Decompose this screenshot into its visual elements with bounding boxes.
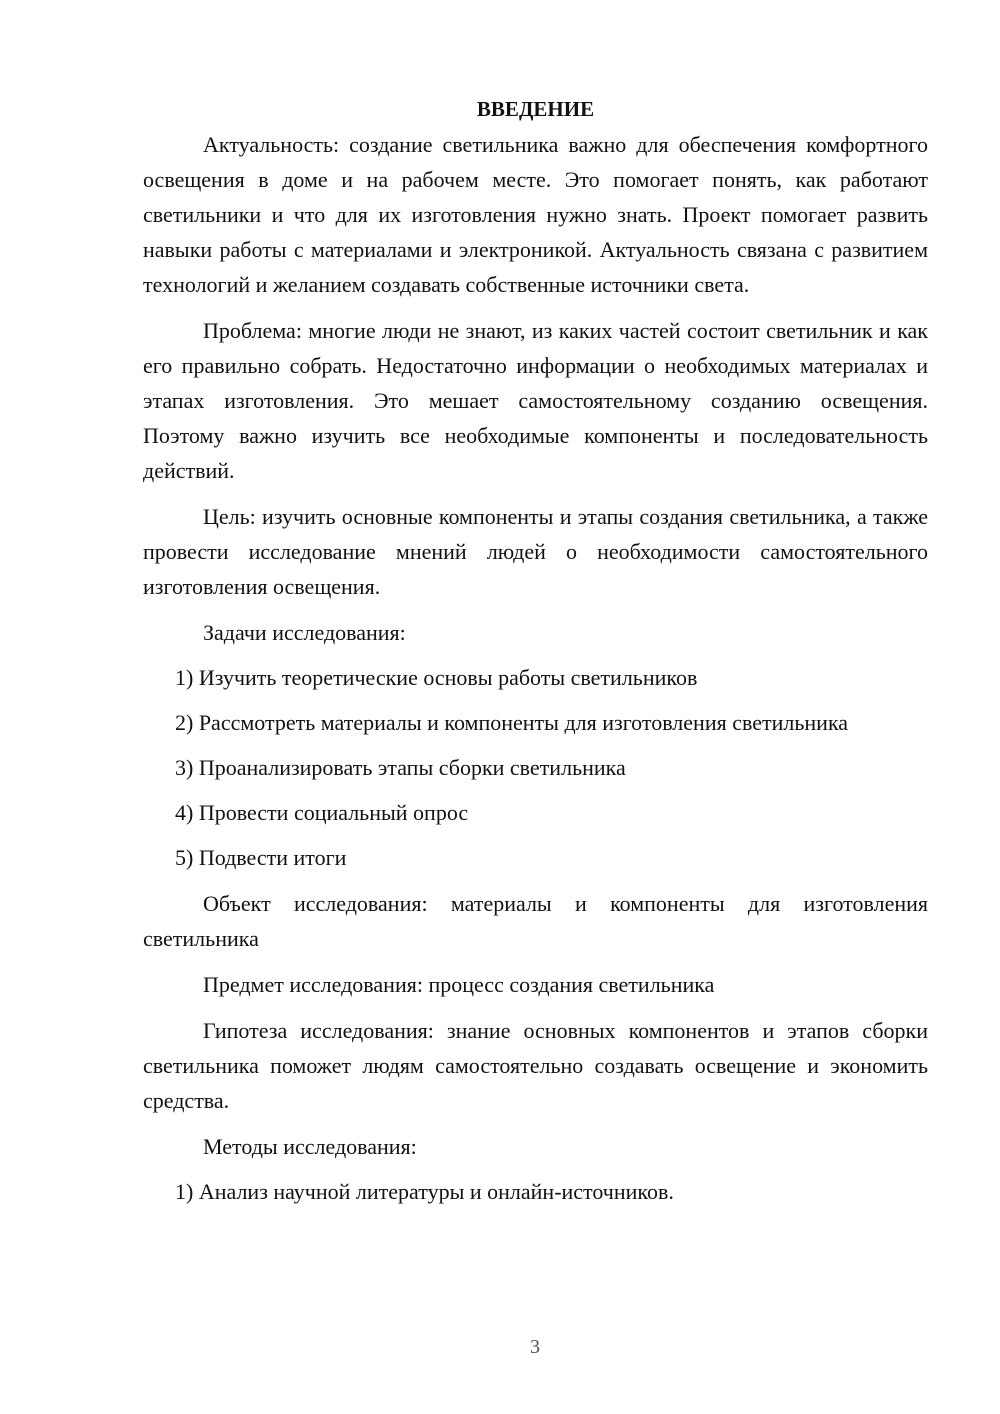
page-number: 3 [530, 1336, 540, 1358]
task-item: 5) Подвести итоги [175, 845, 347, 870]
methods-heading: Методы исследования: [203, 1134, 417, 1159]
tasks-heading: Задачи исследования: [203, 620, 406, 645]
task-item: 4) Провести социальный опрос [175, 800, 469, 825]
task-item: 2) Рассмотреть материалы и компоненты для изготовления светильника [175, 710, 849, 735]
task-item: 3) Проанализировать этапы сборки светильника [175, 755, 626, 780]
hypothesis-paragraph: Гипотеза исследования: знание основных компонентов и этапов сборки светильника поможет людям самостоятельно создавать освещение и экономить средства. [143, 1018, 928, 1113]
object-paragraph: Объект исследования: материалы и компоненты для изготовления светильника [143, 891, 928, 951]
problem-paragraph: Проблема: многие люди не знают, из каких частей состоит светильник и как его правильно собрать. Недостаточно информации о необходимых материалах и этапах изготовления. Это мешает самостоятельному созданию освещения. Поэтому важно изучить все необходимые компоненты и последовательность действий. [143, 318, 928, 483]
task-item: 1) Изучить теоретические основы работы светильников [175, 665, 698, 690]
document-body [143, 92, 928, 1209]
method-item: 1) Анализ научной литературы и онлайн-источников. [175, 1179, 674, 1204]
goal-paragraph: Цель: изучить основные компоненты и этапы создания светильника, а также провести исследование мнений людей о необходимости самостоятельного изготовления освещения. [143, 504, 928, 599]
page-title: ВВЕДЕНИЕ [476, 97, 595, 121]
subject-paragraph: Предмет исследования: процесс создания светильника [203, 972, 715, 997]
relevance-paragraph: Актуальность: создание светильника важно для обеспечения комфортного освещения в доме и на рабочем месте. Это помогает понять, как работают светильники и что для их изготовления нужно знать. Проект помогает развить навыки работы с материалами и электроникой. Актуальность связана с развитием технологий и желанием создавать собственные источники света. [143, 132, 928, 297]
